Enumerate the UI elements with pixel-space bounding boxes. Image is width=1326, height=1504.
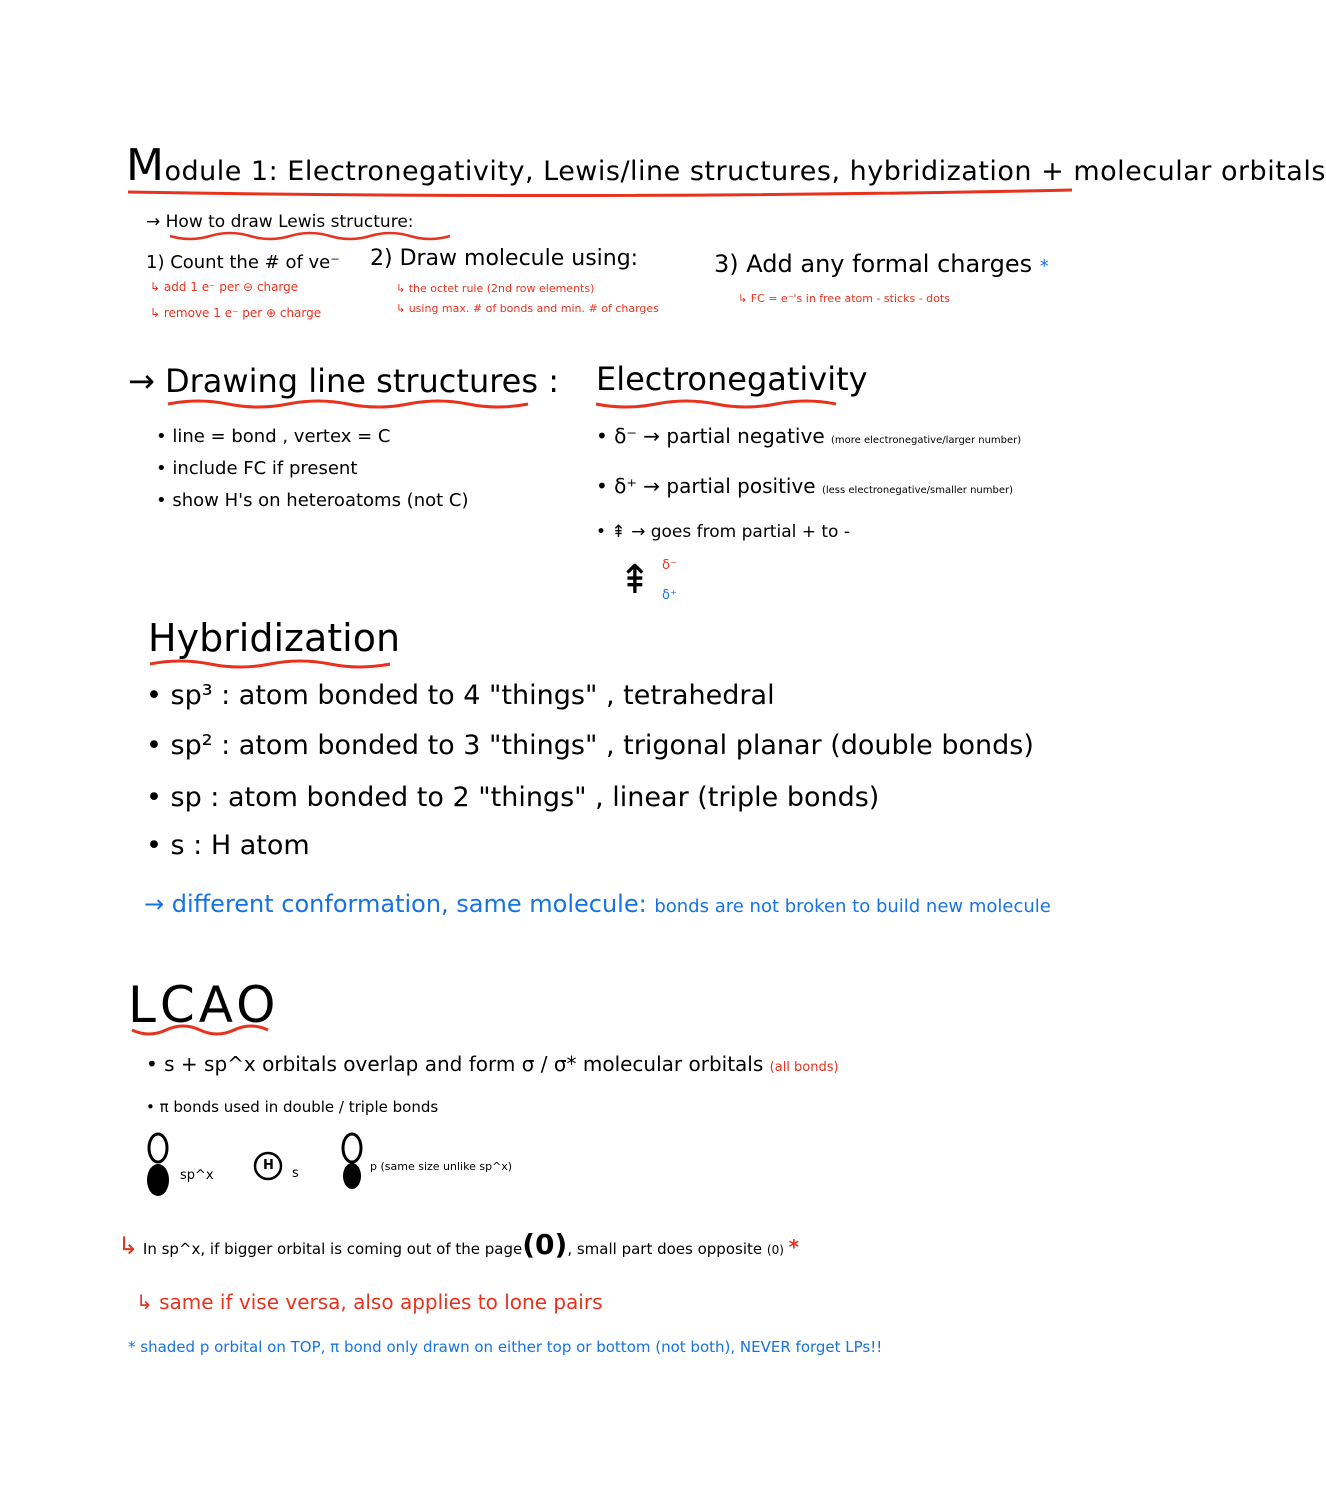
page-title bbox=[126, 140, 1326, 191]
hybridization-bullet-sp: • sp : atom bonded to 2 "things" , linear (triple bonds) bbox=[146, 782, 880, 813]
s-orbital-label: s bbox=[292, 1166, 299, 1181]
lcao-bullet-1 bbox=[146, 1052, 839, 1076]
lcao-note-a-tail: , small part does opposite bbox=[567, 1240, 763, 1258]
lewis-step-3-note: ↳ FC = e⁻'s in free atom - sticks - dots bbox=[738, 292, 950, 305]
delta-minus-label: δ⁻ bbox=[662, 558, 677, 573]
spx-orbital-drawing bbox=[147, 1134, 169, 1196]
line-structures-bullet-1: • line = bond , vertex = C bbox=[156, 426, 391, 447]
lcao-note-a-small: (0) bbox=[766, 1243, 784, 1257]
en-b2-text: • δ⁺ → partial positive bbox=[596, 474, 816, 498]
h-orbital-letter: H bbox=[263, 1158, 274, 1173]
electronegativity-bullet-3: • ⇞ → goes from partial + to - bbox=[596, 522, 850, 542]
electronegativity-underline bbox=[596, 401, 836, 407]
hybridization-heading: Hybridization bbox=[148, 616, 401, 660]
conformation-note-a: → different conformation, same molecule: bbox=[144, 890, 647, 918]
lcao-note-a-circle: (0) bbox=[522, 1228, 568, 1261]
lewis-step-1-note-a: ↳ add 1 e⁻ per ⊖ charge bbox=[150, 280, 299, 294]
lcao-note-a-star: * bbox=[788, 1235, 800, 1259]
hybridization-bullet-sp2: • sp² : atom bonded to 3 "things" , trigonal planar (double bonds) bbox=[146, 730, 1034, 761]
lcao-note-a-text: In sp^x, if bigger orbital is coming out of the page bbox=[142, 1240, 523, 1258]
lcao-heading: LCAO bbox=[128, 976, 280, 1034]
lcao-note-a bbox=[118, 1228, 799, 1261]
conformation-note-b: bonds are not broken to build new molecule bbox=[654, 896, 1051, 917]
conformation-note bbox=[144, 890, 1051, 918]
delta-plus-label: δ⁺ bbox=[662, 588, 677, 603]
en-b1-text: • δ⁻ → partial negative bbox=[596, 424, 825, 448]
lcao-bullet-2: • π bonds used in double / triple bonds bbox=[146, 1098, 439, 1116]
electronegativity-bullet-1 bbox=[596, 424, 1021, 448]
electronegativity-bullet-2 bbox=[596, 474, 1013, 498]
lewis-step-2: 2) Draw molecule using: bbox=[370, 246, 639, 271]
electronegativity-heading: Electronegativity bbox=[596, 360, 868, 398]
lcao-note-c: * shaded p orbital on TOP, π bond only drawn on either top or bottom (not both), NEVER forget LPs!! bbox=[128, 1338, 883, 1356]
lcao-note-a-arrow: ↳ bbox=[118, 1232, 139, 1260]
lewis-step-2-note-b: ↳ using max. # of bonds and min. # of charges bbox=[396, 302, 659, 315]
lcao-b1-note: (all bonds) bbox=[769, 1060, 839, 1075]
title-initial: M bbox=[126, 140, 165, 191]
spx-orbital-label: sp^x bbox=[180, 1168, 214, 1183]
lewis-step-3-text: 3) Add any formal charges bbox=[714, 250, 1033, 278]
lewis-step-1-note-b: ↳ remove 1 e⁻ per ⊕ charge bbox=[150, 306, 322, 320]
lewis-step-3 bbox=[714, 250, 1049, 278]
p-orbital-label: p (same size unlike sp^x) bbox=[370, 1160, 513, 1173]
en-b1-note: (more electronegative/larger number) bbox=[831, 435, 1022, 446]
lewis-heading-underline bbox=[170, 233, 450, 239]
hybridization-underline bbox=[150, 661, 390, 667]
lcao-b1-text: • s + sp^x orbitals overlap and form σ / σ* molecular orbitals bbox=[146, 1052, 764, 1076]
lewis-step-3-star: * bbox=[1039, 256, 1049, 277]
hybridization-bullet-s: • s : H atom bbox=[146, 830, 310, 861]
dipole-arrow-icon: ⇞ bbox=[618, 557, 652, 603]
lcao-note-b: ↳ same if vise versa, also applies to lone pairs bbox=[136, 1290, 603, 1314]
line-structures-underline bbox=[168, 401, 528, 407]
hybridization-bullet-sp3: • sp³ : atom bonded to 4 "things" , tetrahedral bbox=[146, 680, 775, 711]
line-structures-bullet-2: • include FC if present bbox=[156, 458, 358, 479]
lewis-heading: → How to draw Lewis structure: bbox=[146, 212, 414, 232]
en-b2-note: (less electronegative/smaller number) bbox=[821, 485, 1014, 496]
lewis-step-1: 1) Count the # of ve⁻ bbox=[146, 252, 340, 273]
title-rest: odule 1: Electronegativity, Lewis/line structures, hybridization + molecular orbitals bbox=[164, 156, 1326, 187]
lewis-step-2-note-a: ↳ the octet rule (2nd row elements) bbox=[396, 282, 595, 295]
line-structures-heading: → Drawing line structures : bbox=[128, 362, 559, 400]
line-structures-bullet-3: • show H's on heteroatoms (not C) bbox=[156, 490, 469, 511]
p-orbital-drawing bbox=[343, 1134, 361, 1189]
